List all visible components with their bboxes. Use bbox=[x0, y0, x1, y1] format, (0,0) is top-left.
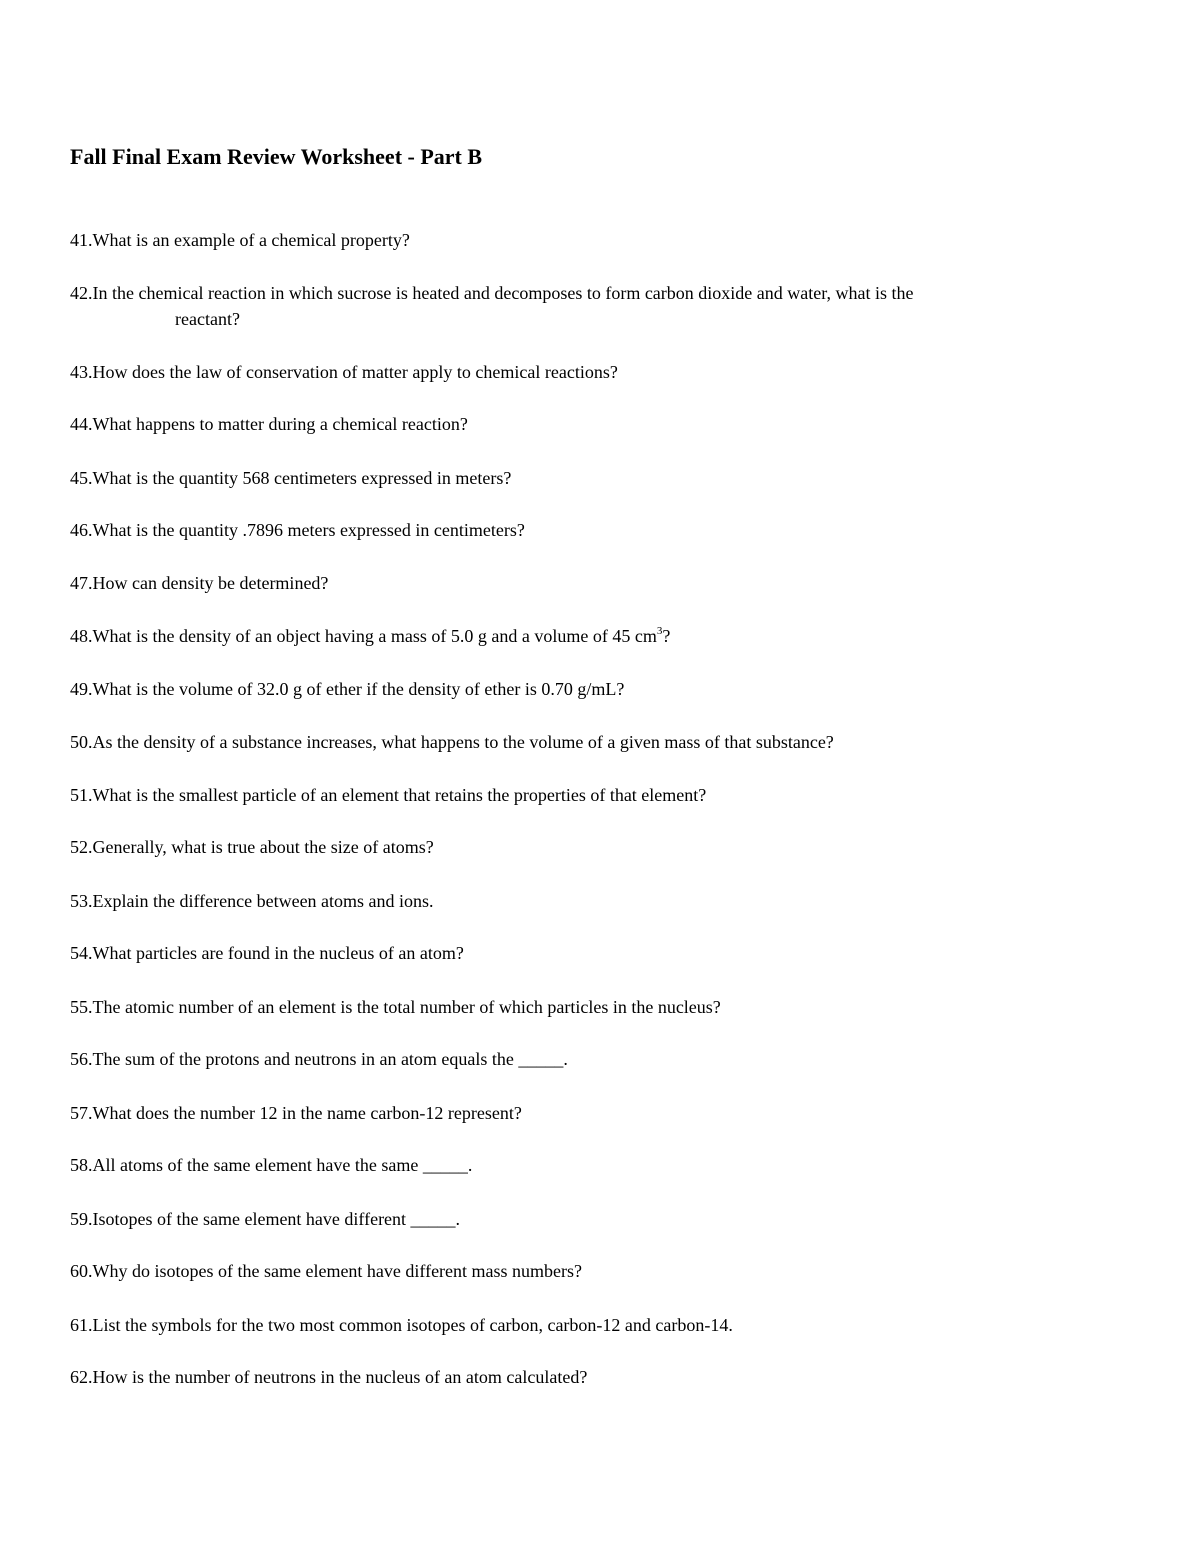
question-text: The atomic number of an element is the total number of which particles in the nucleus? bbox=[92, 997, 721, 1017]
question-45 bbox=[70, 465, 1130, 491]
question-number: 47. bbox=[70, 573, 93, 593]
question-48 bbox=[70, 623, 1130, 649]
question-56 bbox=[70, 1046, 1130, 1072]
question-number: 59. bbox=[70, 1209, 93, 1229]
question-55 bbox=[70, 994, 1130, 1020]
question-number: 44. bbox=[70, 414, 93, 434]
question-number: 57. bbox=[70, 1103, 93, 1123]
question-text: In the chemical reaction in which sucrose is heated and decomposes to form carbon dioxide and water, what is the bbox=[92, 283, 914, 303]
question-54 bbox=[70, 940, 1130, 966]
question-text: What does the number 12 in the name carbon-12 represent? bbox=[92, 1103, 522, 1123]
question-number: 43. bbox=[70, 362, 93, 382]
question-50 bbox=[70, 729, 1130, 755]
question-number: 45. bbox=[70, 468, 93, 488]
question-62 bbox=[70, 1364, 1130, 1390]
question-text: What is the quantity 568 centimeters expressed in meters? bbox=[92, 468, 512, 488]
question-41 bbox=[70, 227, 1130, 253]
question-53 bbox=[70, 888, 1130, 914]
question-49 bbox=[70, 676, 1130, 702]
question-number: 53. bbox=[70, 891, 93, 911]
question-text: List the symbols for the two most common isotopes of carbon, carbon-12 and carbon-14. bbox=[92, 1315, 733, 1335]
question-text-continuation: reactant? bbox=[175, 309, 240, 329]
question-51 bbox=[70, 782, 1130, 808]
question-text: As the density of a substance increases, what happens to the volume of a given mass of that substance? bbox=[92, 732, 834, 752]
question-text: What happens to matter during a chemical reaction? bbox=[92, 414, 468, 434]
question-number: 49. bbox=[70, 679, 93, 699]
question-number: 58. bbox=[70, 1155, 93, 1175]
question-text: The sum of the protons and neutrons in an atom equals the _____. bbox=[92, 1049, 568, 1069]
question-text: All atoms of the same element have the same _____. bbox=[92, 1155, 473, 1175]
question-text: What is an example of a chemical property? bbox=[92, 230, 410, 250]
question-59 bbox=[70, 1206, 1130, 1232]
question-number: 42. bbox=[70, 283, 93, 303]
question-text: What is the volume of 32.0 g of ether if the density of ether is 0.70 g/mL? bbox=[92, 679, 625, 699]
question-number: 60. bbox=[70, 1261, 93, 1281]
question-number: 50. bbox=[70, 732, 93, 752]
question-57 bbox=[70, 1100, 1130, 1126]
question-61 bbox=[70, 1312, 1130, 1338]
question-text: Isotopes of the same element have different _____. bbox=[92, 1209, 461, 1229]
question-number: 41. bbox=[70, 230, 93, 250]
question-52 bbox=[70, 834, 1130, 860]
question-43 bbox=[70, 359, 1130, 385]
question-text: What particles are found in the nucleus of an atom? bbox=[92, 943, 464, 963]
question-42 bbox=[70, 280, 1130, 332]
question-44 bbox=[70, 411, 1130, 437]
question-number: 56. bbox=[70, 1049, 93, 1069]
question-text: What is the smallest particle of an element that retains the properties of that element? bbox=[92, 785, 707, 805]
question-58 bbox=[70, 1152, 1130, 1178]
question-number: 52. bbox=[70, 837, 93, 857]
question-text: Generally, what is true about the size of atoms? bbox=[92, 837, 434, 857]
question-number: 46. bbox=[70, 520, 93, 540]
question-text: How does the law of conservation of matter apply to chemical reactions? bbox=[92, 362, 618, 382]
question-number: 51. bbox=[70, 785, 93, 805]
worksheet-title: Fall Final Exam Review Worksheet - Part B bbox=[70, 144, 483, 169]
question-text: How is the number of neutrons in the nucleus of an atom calculated? bbox=[92, 1367, 588, 1387]
question-number: 54. bbox=[70, 943, 93, 963]
question-number: 48. bbox=[70, 626, 93, 646]
question-47 bbox=[70, 570, 1130, 596]
question-46 bbox=[70, 517, 1130, 543]
question-number: 55. bbox=[70, 997, 93, 1017]
question-text-end: ? bbox=[662, 626, 671, 646]
question-text: Explain the difference between atoms and ions. bbox=[92, 891, 434, 911]
question-60 bbox=[70, 1258, 1130, 1284]
question-number: 61. bbox=[70, 1315, 93, 1335]
question-number: 62. bbox=[70, 1367, 93, 1387]
question-text: Why do isotopes of the same element have different mass numbers? bbox=[92, 1261, 583, 1281]
question-text: What is the density of an object having a mass of 5.0 g and a volume of 45 cm bbox=[92, 626, 657, 646]
superscript: 3 bbox=[656, 625, 663, 637]
question-text: What is the quantity .7896 meters expressed in centimeters? bbox=[92, 520, 525, 540]
question-text: How can density be determined? bbox=[92, 573, 329, 593]
